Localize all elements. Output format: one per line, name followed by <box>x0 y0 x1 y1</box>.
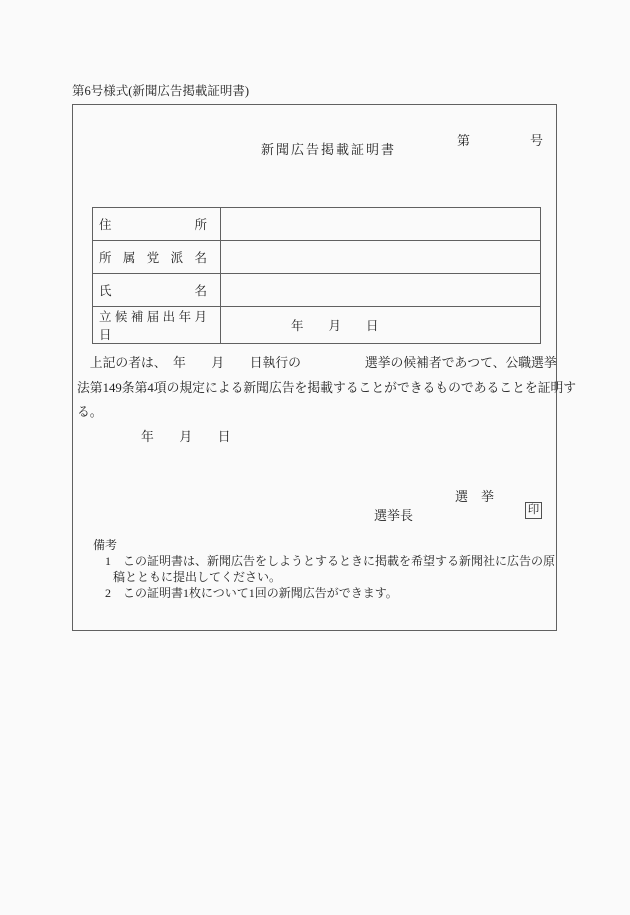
remark-item-1-continued: 稿とともに提出してください。 <box>113 570 282 584</box>
filing-date-label: 立 候 補 届 出 年 月 日 <box>93 307 221 344</box>
certificate-title: 新聞広告掲載証明書 <box>261 142 397 157</box>
remarks-section <box>92 537 554 601</box>
table-row-name <box>93 274 541 307</box>
statement-line-2: 法第149条第4項の規定による新聞広告を掲載することができるものであることを証明す <box>77 380 577 395</box>
statement-line-3: る。 <box>77 405 103 419</box>
issue-date-line: 年 月 日 <box>77 429 231 444</box>
form-style-label: 第6号様式(新聞広告掲載証明書) <box>72 84 250 98</box>
document-number-prefix: 第 <box>456 133 470 148</box>
remarks-heading: 備考 <box>93 538 118 552</box>
filing-date-value: 年 月 日 <box>221 307 541 344</box>
document-number-suffix: 号 <box>529 133 543 148</box>
name-label: 氏 名 <box>93 274 221 307</box>
remark-item-2: 2 この証明書1枚について1回の新聞広告ができます。 <box>105 586 398 600</box>
document-number-line <box>444 114 543 165</box>
certificate-border-box <box>72 104 577 631</box>
election-name-line: 選 挙 <box>455 489 495 504</box>
address-value <box>221 208 541 241</box>
table-row-address <box>93 208 541 241</box>
seal-icon: 印 <box>525 502 542 519</box>
statement-line-1: 上記の者は、 年 月 日執行の 選挙の候補者であつて、公職選挙 <box>77 356 557 370</box>
remark-item-1: 1 この証明書は、新聞広告をしようとするときに掲載を希望する新聞社に広告の原 <box>105 554 556 568</box>
party-label: 所 属 党 派 名 <box>93 241 221 274</box>
table-row-filing-date <box>93 307 541 344</box>
certification-statement <box>77 351 577 449</box>
address-label: 住 所 <box>93 208 221 241</box>
election-officer-label: 選挙長 <box>374 508 414 523</box>
name-value <box>221 274 541 307</box>
table-row-party <box>93 241 541 274</box>
party-value <box>221 241 541 274</box>
applicant-info-table <box>92 207 541 344</box>
